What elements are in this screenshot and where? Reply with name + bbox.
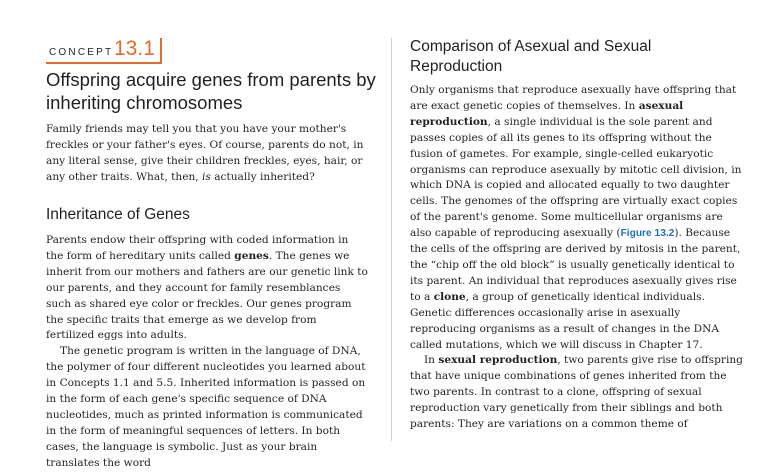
inheritance-p1: Parents endow their offspring with coded information in the form of hereditary units called genes. The genes we inherit from our mothers and fathers are our genetic link to our parents, and they account for family resemblances such as shared eye color or freckles. Our genes program the specific traits that emerge as we develop from fertilized eggs into adults. — [46, 234, 368, 342]
term-sexual-reproduction: sexual reproduction — [438, 354, 558, 367]
concept-title: Offspring acquire genes from parents by inheriting chromosomes — [46, 69, 376, 113]
concept-rule — [46, 62, 162, 64]
section-heading-inheritance: Inheritance of Genes — [46, 206, 190, 223]
column-divider — [391, 38, 392, 441]
concept-tick — [160, 38, 162, 63]
intro-text: Family friends may tell you that you have your mother's freckles or your father's eyes. Of course, parents do not, in any literal sense, give their children freckles, eyes, hair, or any other traits. What, then, is actually inherited? — [46, 123, 364, 183]
section-heading-reproduction: Comparison of Asexual and Sexual Reproduction — [410, 38, 652, 75]
intro-paragraph — [46, 122, 368, 186]
reproduction-p2: In sexual reproduction, two parents give rise to offspring that have unique combinations of genes inherited from the two parents. In contrast to a clone, offspring of sexual reproduction vary genetically from their siblings and both parents: They are variations on a common theme of — [410, 354, 743, 431]
concept-word: CONCEPT — [49, 47, 114, 58]
concept-label — [46, 36, 162, 63]
figure-13-2-link[interactable]: Figure 13.2 — [620, 228, 675, 240]
reproduction-p1: Only organisms that reproduce asexually have offspring that are exact genetic copies of themselves. In asexual reproduction, a single individual is the sole parent and passes copies of all its genes to its offspring without the fusion of gametes. For example, single-celled eukaryotic organisms can reproduce asexually by mitotic cell division, in which DNA is copied and allocated equally to two daughter cells. The genomes of the offspring are virtually exact copies of the parent's genome. Some multicellular organisms are also capable of reproducing asexually (Figure 13.2). Because the cells of the offspring are derived by mitosis in the parent, the “chip off the old block” is usually genetically identical to its parent. An individual that reproduces asexually gives rise to a clone, a group of genetically identical individuals. Genetic differences occasionally arise in asexually reproducing organisms as a result of changes in the DNA called mutations, which we will discuss in Chapter 17. — [410, 84, 742, 351]
inheritance-body — [46, 233, 368, 472]
reproduction-body — [410, 83, 746, 433]
inheritance-p2: The genetic program is written in the language of DNA, the polymer of four different nucleotides you learned about in Concepts 1.1 and 5.5. Inherited information is passed on in the form of each gene's specific sequence of DNA nucleotides, much as printed information is communicated in the form of meaningful sequences of letters. In both cases, the language is symbolic. Just as your brain translates the word — [46, 345, 366, 469]
term-genes: genes — [234, 249, 269, 262]
term-clone: clone — [433, 290, 466, 303]
concept-number: 13.1 — [114, 37, 155, 60]
term-asexual-reproduction: asexual reproduction — [410, 99, 684, 128]
